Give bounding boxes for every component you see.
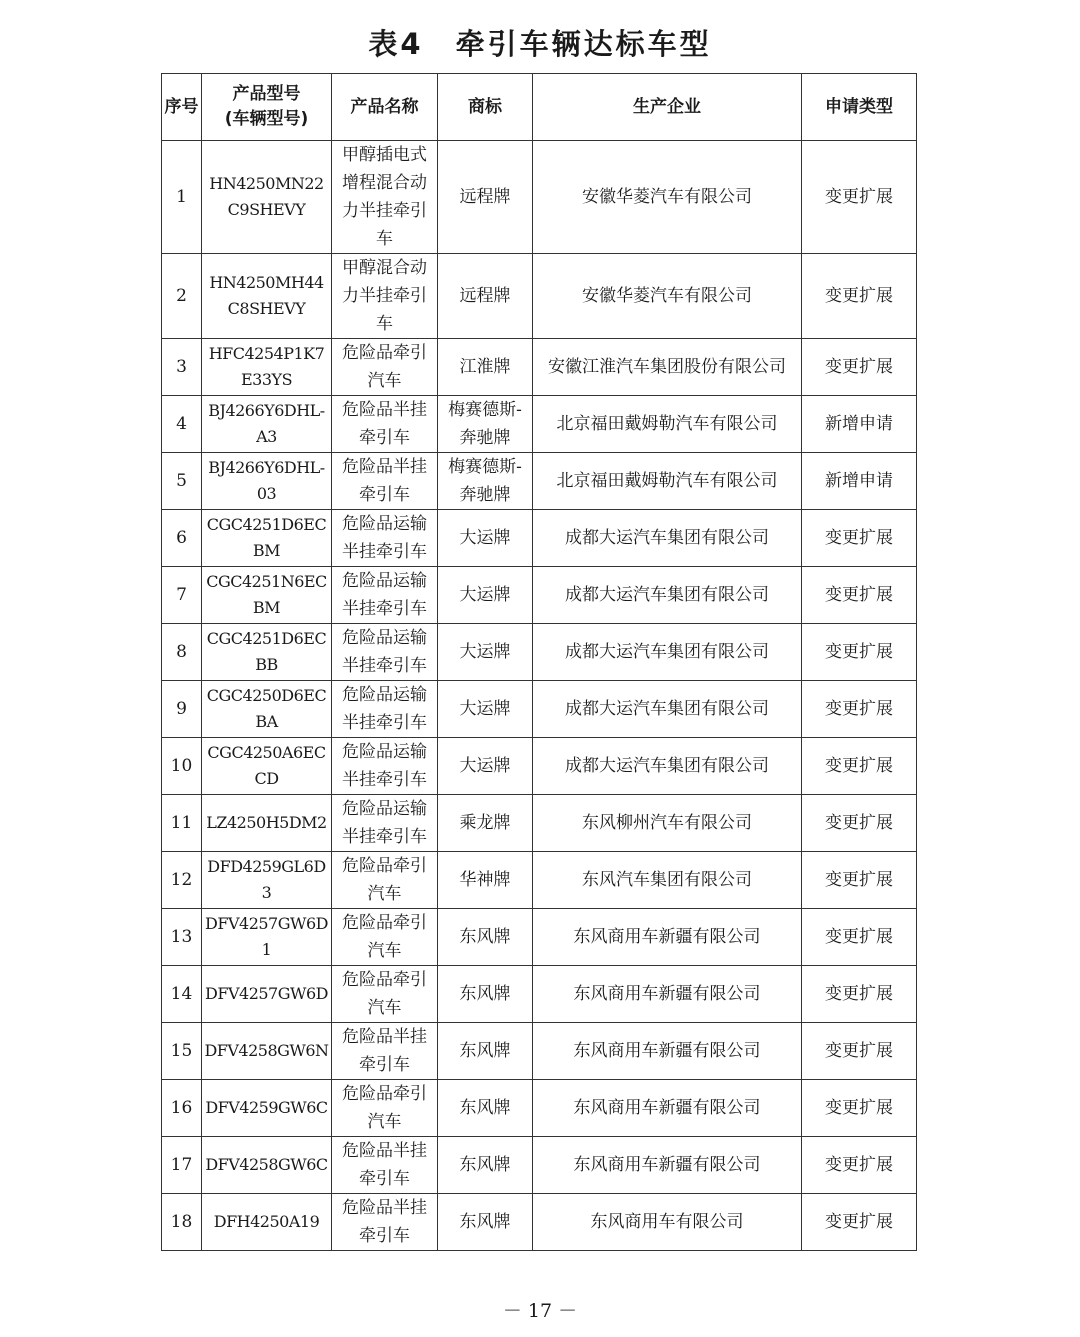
cell-brand: 东风牌 (438, 1137, 533, 1194)
cell-type: 新增申请 (802, 396, 917, 453)
cell-name: 危险品运输半挂牵引车 (332, 795, 438, 852)
cell-model: BJ4266Y6DHL-A3 (202, 396, 332, 453)
cell-name: 危险品牵引汽车 (332, 852, 438, 909)
cell-manufacturer: 安徽江淮汽车集团股份有限公司 (533, 339, 802, 396)
cell-type: 变更扩展 (802, 339, 917, 396)
cell-model: BJ4266Y6DHL-03 (202, 453, 332, 510)
cell-brand: 大运牌 (438, 567, 533, 624)
cell-manufacturer: 安徽华菱汽车有限公司 (533, 141, 802, 254)
cell-index: 15 (162, 1023, 202, 1080)
cell-type: 变更扩展 (802, 966, 917, 1023)
header-manufacturer: 生产企业 (533, 74, 802, 141)
cell-model: DFD4259GL6D3 (202, 852, 332, 909)
cell-manufacturer: 东风汽车集团有限公司 (533, 852, 802, 909)
table-row (162, 254, 917, 339)
cell-type: 新增申请 (802, 453, 917, 510)
cell-type: 变更扩展 (802, 795, 917, 852)
cell-model: LZ4250H5DM2 (202, 795, 332, 852)
header-type: 申请类型 (802, 74, 917, 141)
cell-manufacturer: 东风商用车新疆有限公司 (533, 1080, 802, 1137)
cell-type: 变更扩展 (802, 909, 917, 966)
cell-index: 6 (162, 510, 202, 567)
cell-manufacturer: 成都大运汽车集团有限公司 (533, 567, 802, 624)
table-row (162, 795, 917, 852)
cell-manufacturer: 北京福田戴姆勒汽车有限公司 (533, 453, 802, 510)
cell-manufacturer: 北京福田戴姆勒汽车有限公司 (533, 396, 802, 453)
table-row (162, 738, 917, 795)
table-row (162, 567, 917, 624)
cell-model: CGC4250D6ECBA (202, 681, 332, 738)
cell-manufacturer: 东风商用车新疆有限公司 (533, 966, 802, 1023)
cell-type: 变更扩展 (802, 1137, 917, 1194)
cell-model: DFH4250A19 (202, 1194, 332, 1251)
cell-index: 7 (162, 567, 202, 624)
table-row (162, 681, 917, 738)
cell-brand: 东风牌 (438, 909, 533, 966)
cell-model: HN4250MN22C9SHEVY (202, 141, 332, 254)
vehicle-table (161, 73, 917, 1251)
cell-model: CGC4250A6ECCD (202, 738, 332, 795)
cell-brand: 远程牌 (438, 254, 533, 339)
table-row (162, 1023, 917, 1080)
cell-name: 危险品运输半挂牵引车 (332, 624, 438, 681)
cell-brand: 东风牌 (438, 966, 533, 1023)
cell-model: DFV4257GW6D (202, 966, 332, 1023)
cell-brand: 梅赛德斯-奔驰牌 (438, 396, 533, 453)
cell-brand: 远程牌 (438, 141, 533, 254)
cell-type: 变更扩展 (802, 510, 917, 567)
table-row (162, 1194, 917, 1251)
cell-brand: 大运牌 (438, 510, 533, 567)
cell-manufacturer: 成都大运汽车集团有限公司 (533, 624, 802, 681)
cell-name: 甲醇插电式增程混合动力半挂牵引车 (332, 141, 438, 254)
cell-type: 变更扩展 (802, 141, 917, 254)
cell-model: HN4250MH44C8SHEVY (202, 254, 332, 339)
cell-brand: 东风牌 (438, 1194, 533, 1251)
cell-name: 危险品运输半挂牵引车 (332, 567, 438, 624)
cell-brand: 大运牌 (438, 738, 533, 795)
table-row (162, 396, 917, 453)
cell-name: 危险品半挂牵引车 (332, 396, 438, 453)
header-model-line1: 产品型号 (232, 84, 301, 104)
cell-model: DFV4258GW6C (202, 1137, 332, 1194)
cell-model: CGC4251D6ECBM (202, 510, 332, 567)
cell-name: 危险品牵引汽车 (332, 339, 438, 396)
cell-type: 变更扩展 (802, 567, 917, 624)
cell-type: 变更扩展 (802, 738, 917, 795)
header-brand: 商标 (438, 74, 533, 141)
table-row (162, 141, 917, 254)
page-number: － 17 － (502, 1300, 578, 1322)
cell-type: 变更扩展 (802, 681, 917, 738)
cell-index: 9 (162, 681, 202, 738)
header-name: 产品名称 (332, 74, 438, 141)
table-row (162, 453, 917, 510)
cell-manufacturer: 成都大运汽车集团有限公司 (533, 681, 802, 738)
cell-index: 5 (162, 453, 202, 510)
cell-index: 17 (162, 1137, 202, 1194)
cell-brand: 大运牌 (438, 681, 533, 738)
table-header-row (162, 74, 917, 141)
cell-type: 变更扩展 (802, 254, 917, 339)
header-index: 序号 (162, 74, 202, 141)
cell-name: 危险品运输半挂牵引车 (332, 510, 438, 567)
cell-manufacturer: 东风商用车有限公司 (533, 1194, 802, 1251)
table-row (162, 339, 917, 396)
cell-manufacturer: 东风柳州汽车有限公司 (533, 795, 802, 852)
cell-type: 变更扩展 (802, 1023, 917, 1080)
cell-brand: 江淮牌 (438, 339, 533, 396)
cell-brand: 大运牌 (438, 624, 533, 681)
table-row (162, 966, 917, 1023)
cell-type: 变更扩展 (802, 852, 917, 909)
table-row (162, 909, 917, 966)
cell-index: 13 (162, 909, 202, 966)
cell-name: 危险品半挂牵引车 (332, 453, 438, 510)
cell-index: 12 (162, 852, 202, 909)
table-row (162, 1080, 917, 1137)
cell-brand: 华神牌 (438, 852, 533, 909)
cell-name: 危险品牵引汽车 (332, 966, 438, 1023)
cell-manufacturer: 东风商用车新疆有限公司 (533, 1023, 802, 1080)
cell-name: 危险品半挂牵引车 (332, 1023, 438, 1080)
cell-index: 1 (162, 141, 202, 254)
cell-manufacturer: 成都大运汽车集团有限公司 (533, 738, 802, 795)
cell-type: 变更扩展 (802, 624, 917, 681)
cell-model: DFV4259GW6C (202, 1080, 332, 1137)
cell-index: 11 (162, 795, 202, 852)
cell-index: 4 (162, 396, 202, 453)
cell-name: 危险品牵引汽车 (332, 909, 438, 966)
cell-name: 危险品半挂牵引车 (332, 1137, 438, 1194)
header-model (202, 74, 332, 141)
table-row (162, 852, 917, 909)
cell-type: 变更扩展 (802, 1194, 917, 1251)
cell-index: 2 (162, 254, 202, 339)
cell-manufacturer: 成都大运汽车集团有限公司 (533, 510, 802, 567)
cell-brand: 梅赛德斯-奔驰牌 (438, 453, 533, 510)
cell-name: 危险品半挂牵引车 (332, 1194, 438, 1251)
table-row (162, 624, 917, 681)
cell-name: 危险品运输半挂牵引车 (332, 681, 438, 738)
cell-manufacturer: 东风商用车新疆有限公司 (533, 1137, 802, 1194)
page-title: 表4 牵引车辆达标车型 (368, 27, 712, 61)
cell-model: CGC4251D6ECBB (202, 624, 332, 681)
cell-manufacturer: 东风商用车新疆有限公司 (533, 909, 802, 966)
cell-model: CGC4251N6ECBM (202, 567, 332, 624)
table-row (162, 510, 917, 567)
cell-model: DFV4257GW6D1 (202, 909, 332, 966)
cell-model: DFV4258GW6N (202, 1023, 332, 1080)
cell-name: 甲醇混合动力半挂牵引车 (332, 254, 438, 339)
cell-name: 危险品运输半挂牵引车 (332, 738, 438, 795)
cell-manufacturer: 安徽华菱汽车有限公司 (533, 254, 802, 339)
cell-index: 14 (162, 966, 202, 1023)
header-model-line2: (车辆型号) (224, 109, 309, 129)
table-row (162, 1137, 917, 1194)
cell-brand: 东风牌 (438, 1080, 533, 1137)
cell-index: 16 (162, 1080, 202, 1137)
cell-index: 18 (162, 1194, 202, 1251)
cell-brand: 乘龙牌 (438, 795, 533, 852)
cell-model: HFC4254P1K7E33YS (202, 339, 332, 396)
cell-index: 3 (162, 339, 202, 396)
cell-index: 10 (162, 738, 202, 795)
cell-name: 危险品牵引汽车 (332, 1080, 438, 1137)
cell-brand: 东风牌 (438, 1023, 533, 1080)
cell-index: 8 (162, 624, 202, 681)
cell-type: 变更扩展 (802, 1080, 917, 1137)
